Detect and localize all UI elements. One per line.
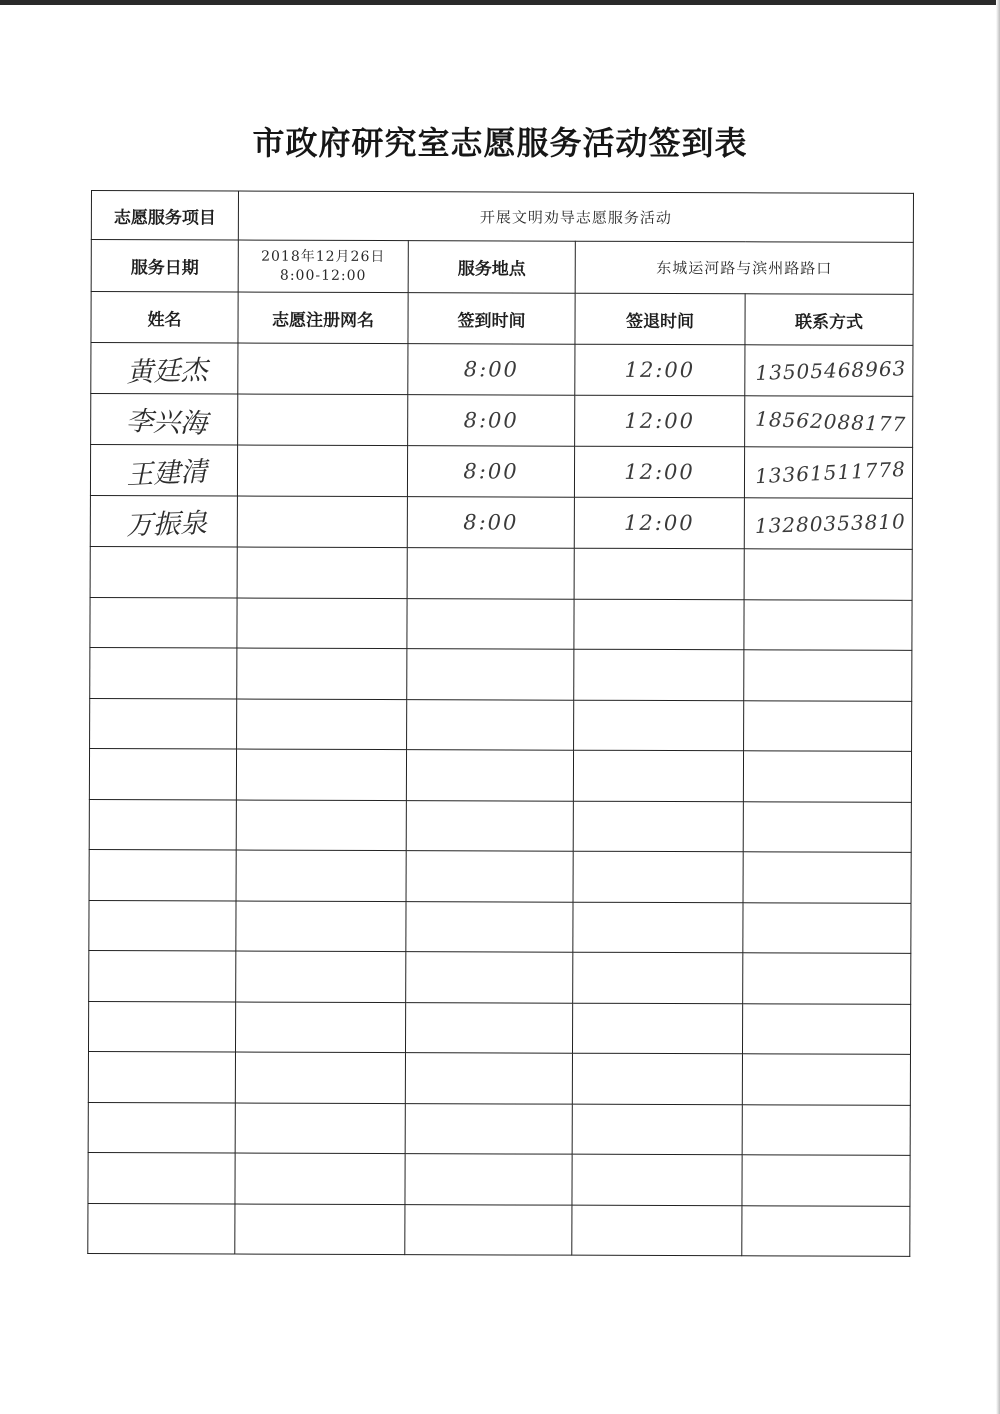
column-header-sign-in: 签到时间 xyxy=(408,293,575,345)
blank-row xyxy=(89,748,911,801)
column-header-name: 姓名 xyxy=(91,292,238,344)
blank-cell xyxy=(235,1002,405,1053)
project-label: 志愿服务项目 xyxy=(91,191,238,241)
blank-cell xyxy=(742,1205,910,1256)
project-row xyxy=(91,191,913,243)
place-value: 东城运河路与滨州路路口 xyxy=(575,241,913,294)
blank-cell xyxy=(89,799,236,850)
column-header-sign-out: 签退时间 xyxy=(575,293,745,345)
sign-in-time: 8:00 xyxy=(463,408,519,433)
signature-name-cell xyxy=(91,343,238,395)
blank-cell xyxy=(90,698,237,749)
blank-cell xyxy=(573,902,743,953)
blank-cell xyxy=(572,1003,742,1054)
entry-row xyxy=(91,343,913,397)
sign-out-time-cell xyxy=(574,446,744,498)
form-title: 市政府研究室志愿服务活动签到表 xyxy=(252,124,748,162)
sign-out-time: 12:00 xyxy=(624,459,695,485)
blank-cell xyxy=(88,1051,235,1102)
phone-number-cell xyxy=(745,345,913,397)
scan-edge-shadow xyxy=(996,0,1000,1414)
blank-cell xyxy=(89,950,236,1001)
blank-cell xyxy=(88,1152,235,1203)
sign-in-time-cell xyxy=(407,446,574,498)
blank-row xyxy=(89,900,911,953)
blank-cell xyxy=(742,1104,910,1155)
signature-name-cell xyxy=(91,394,238,446)
blank-cell xyxy=(572,1154,742,1205)
blank-row xyxy=(89,799,911,852)
phone-number-cell xyxy=(745,396,913,448)
sign-out-time: 12:00 xyxy=(624,408,696,434)
blank-cell xyxy=(89,900,236,951)
date-line-2: 8:00-12:00 xyxy=(279,267,367,284)
blank-cell xyxy=(572,1053,742,1104)
blank-cell xyxy=(88,1001,235,1052)
blank-cell xyxy=(406,851,573,902)
net-name-cell xyxy=(237,496,407,548)
blank-cell xyxy=(572,1104,742,1155)
sign-in-time: 8:00 xyxy=(463,357,519,382)
blank-cell xyxy=(405,1002,572,1053)
blank-row xyxy=(89,950,911,1003)
blank-cell xyxy=(405,1053,572,1104)
sign-out-time-cell xyxy=(575,344,745,396)
blank-row xyxy=(88,1001,910,1054)
phone-number-cell xyxy=(744,498,912,550)
signature-name: 李兴海 xyxy=(125,405,208,440)
blank-cell xyxy=(406,952,573,1003)
column-header-row xyxy=(91,292,913,346)
blank-cell xyxy=(573,851,743,902)
blank-row xyxy=(88,1203,910,1256)
blank-cell xyxy=(235,1052,405,1103)
column-header-phone: 联系方式 xyxy=(745,294,913,346)
phone-number: 13505468963 xyxy=(755,356,907,385)
blank-cell xyxy=(237,648,407,699)
place-label: 服务地点 xyxy=(408,241,575,294)
blank-cell xyxy=(90,546,237,597)
phone-number-cell xyxy=(744,447,912,499)
blank-row xyxy=(90,647,912,700)
date-value xyxy=(238,240,408,293)
blank-row xyxy=(88,1152,910,1205)
sign-out-time: 12:00 xyxy=(624,510,695,536)
blank-row xyxy=(88,1051,910,1104)
phone-number: 13280353810 xyxy=(754,509,907,538)
blank-cell xyxy=(89,849,236,900)
blank-cell xyxy=(405,1204,572,1255)
entry-row xyxy=(91,394,913,448)
sign-out-time-cell xyxy=(574,497,744,549)
blank-cell xyxy=(235,1103,405,1154)
blank-cell xyxy=(742,1054,910,1105)
sign-in-time-cell xyxy=(408,344,575,396)
blank-row xyxy=(90,698,912,751)
blank-cell xyxy=(743,751,911,802)
blank-cell xyxy=(407,649,574,700)
blank-row xyxy=(88,1102,910,1155)
blank-cell xyxy=(236,850,406,901)
blank-cell xyxy=(235,1204,405,1255)
signature-name: 王建清 xyxy=(124,455,208,491)
entry-row xyxy=(90,495,912,549)
blank-cell xyxy=(743,902,911,953)
net-name-cell xyxy=(238,394,408,446)
blank-cell xyxy=(405,1154,572,1205)
blank-cell xyxy=(237,547,407,598)
blank-cell xyxy=(236,951,406,1002)
blank-cell xyxy=(742,1155,910,1206)
blank-row xyxy=(90,546,912,599)
blank-cell xyxy=(406,800,573,851)
blank-cell xyxy=(573,952,743,1003)
blank-cell xyxy=(90,647,237,698)
blank-cell xyxy=(237,699,407,750)
phone-number: 18562088177 xyxy=(754,406,907,437)
signature-name-cell xyxy=(90,495,237,547)
blank-cell xyxy=(744,549,912,600)
blank-cell xyxy=(742,1003,910,1054)
sign-in-time-cell xyxy=(407,497,574,549)
blank-cell xyxy=(88,1102,235,1153)
blank-cell xyxy=(88,1203,235,1254)
blank-cell xyxy=(574,548,744,599)
signature-name: 万振泉 xyxy=(124,507,207,542)
blank-cell xyxy=(236,901,406,952)
sign-in-time: 8:00 xyxy=(463,510,519,535)
blank-cell xyxy=(407,548,574,599)
blank-cell xyxy=(89,748,236,799)
service-row xyxy=(91,240,913,295)
blank-cell xyxy=(406,750,573,801)
blank-row xyxy=(89,849,911,902)
blank-cell xyxy=(407,699,574,750)
blank-cell xyxy=(574,700,744,751)
date-line-1: 2018年12月26日 xyxy=(261,248,386,265)
blank-cell xyxy=(744,700,912,751)
net-name-cell xyxy=(238,343,408,395)
signature-name-cell xyxy=(90,445,237,497)
blank-row xyxy=(90,597,912,650)
blank-cell xyxy=(237,598,407,649)
sign-out-time-cell xyxy=(575,395,745,447)
blank-cell xyxy=(574,649,744,700)
blank-cell xyxy=(574,599,744,650)
blank-cell xyxy=(407,598,574,649)
sign-in-time: 8:00 xyxy=(463,459,519,484)
scan-edge xyxy=(0,0,1000,5)
signin-table xyxy=(87,190,914,1257)
blank-cell xyxy=(572,1205,742,1256)
blank-cell xyxy=(236,749,406,800)
blank-cell xyxy=(90,597,237,648)
blank-cell xyxy=(235,1153,405,1204)
date-label: 服务日期 xyxy=(91,240,238,293)
column-header-net-name: 志愿注册网名 xyxy=(238,292,408,344)
project-value: 开展文明劝导志愿服务活动 xyxy=(238,191,913,242)
blank-cell xyxy=(573,801,743,852)
sign-in-time-cell xyxy=(408,395,575,447)
net-name-cell xyxy=(237,445,407,497)
blank-cell xyxy=(236,800,406,851)
sign-out-time: 12:00 xyxy=(624,357,696,383)
blank-cell xyxy=(744,599,912,650)
blank-cell xyxy=(743,801,911,852)
blank-cell xyxy=(744,650,912,701)
signature-name: 黄廷杰 xyxy=(125,354,208,389)
blank-cell xyxy=(743,852,911,903)
phone-number: 13361511778 xyxy=(754,456,907,489)
blank-cell xyxy=(406,901,573,952)
entry-row xyxy=(90,445,912,499)
blank-cell xyxy=(743,953,911,1004)
blank-cell xyxy=(573,750,743,801)
blank-cell xyxy=(405,1103,572,1154)
